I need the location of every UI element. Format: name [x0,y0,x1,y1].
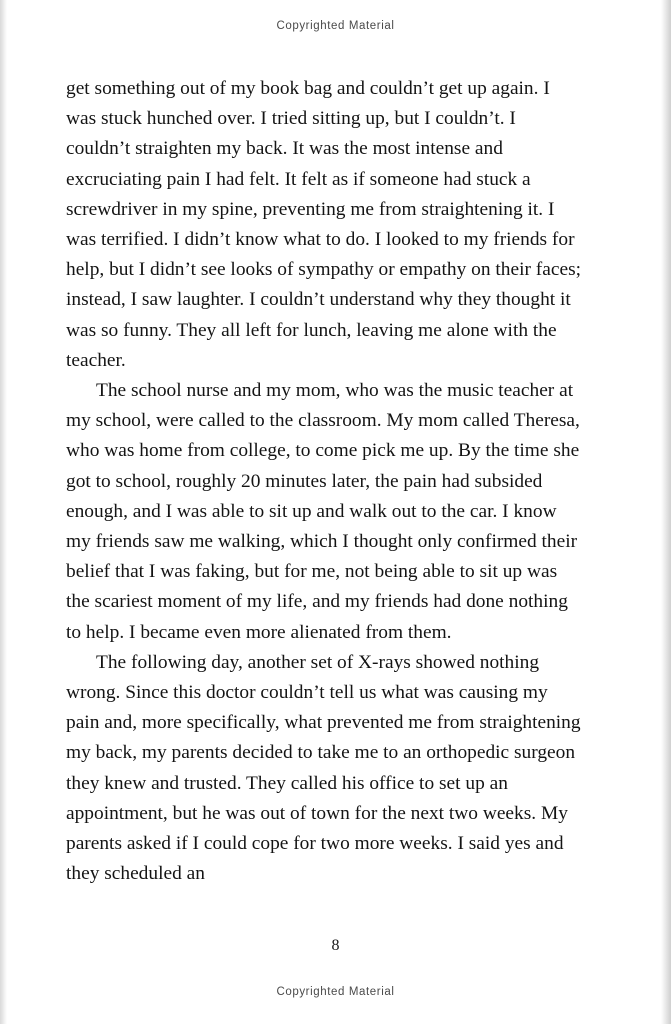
paragraph: The school nurse and my mom, who was the music teacher at my school, were called to the classroom. My mom called Theresa, who was home from college, to come pick me up. By the time she got to school, roughly 20 minutes later, the pain had subsided enough, and I was able to sit up and walk out to the car. I know my friends saw me walking, which I thought only confirmed their belief that I was faking, but for me, not being able to sit up was the scariest moment of my life, and my friends had done nothing to help. I became even more alienated from them. [66,380,580,643]
page-number: 8 [331,937,340,954]
page-body-text [66,74,582,889]
copyright-watermark-top: Copyrighted Material [276,20,395,32]
paragraph: The following day, another set of X-rays showed nothing wrong. Since this doctor couldn’t tell us what was causing my pain and, more specifically, what prevented me from straightening my back, my parents decided to take me to an orthopedic surgeon they knew and trusted. They called his office to set up an appointment, but he was out of town for the next two weeks. My parents asked if I could cope for two more weeks. I said yes and they scheduled an [66,651,581,885]
copyright-watermark-bottom: Copyrighted Material [276,986,395,998]
paragraph: get something out of my book bag and couldn’t get up again. I was stuck hunched over. I tried sitting up, but I couldn’t. I couldn’t straighten my back. It was the most intense and excruciating pain I had felt. It felt as if someone had stuck a screwdriver in my spine, preventing me from straightening it. I was terrified. I didn’t know what to do. I looked to my friends for help, but I didn’t see looks of sympathy or empathy on their faces; instead, I saw laughter. I couldn’t understand why they thought it was so funny. They all left for lunch, leaving me alone with the teacher. [66,78,581,371]
